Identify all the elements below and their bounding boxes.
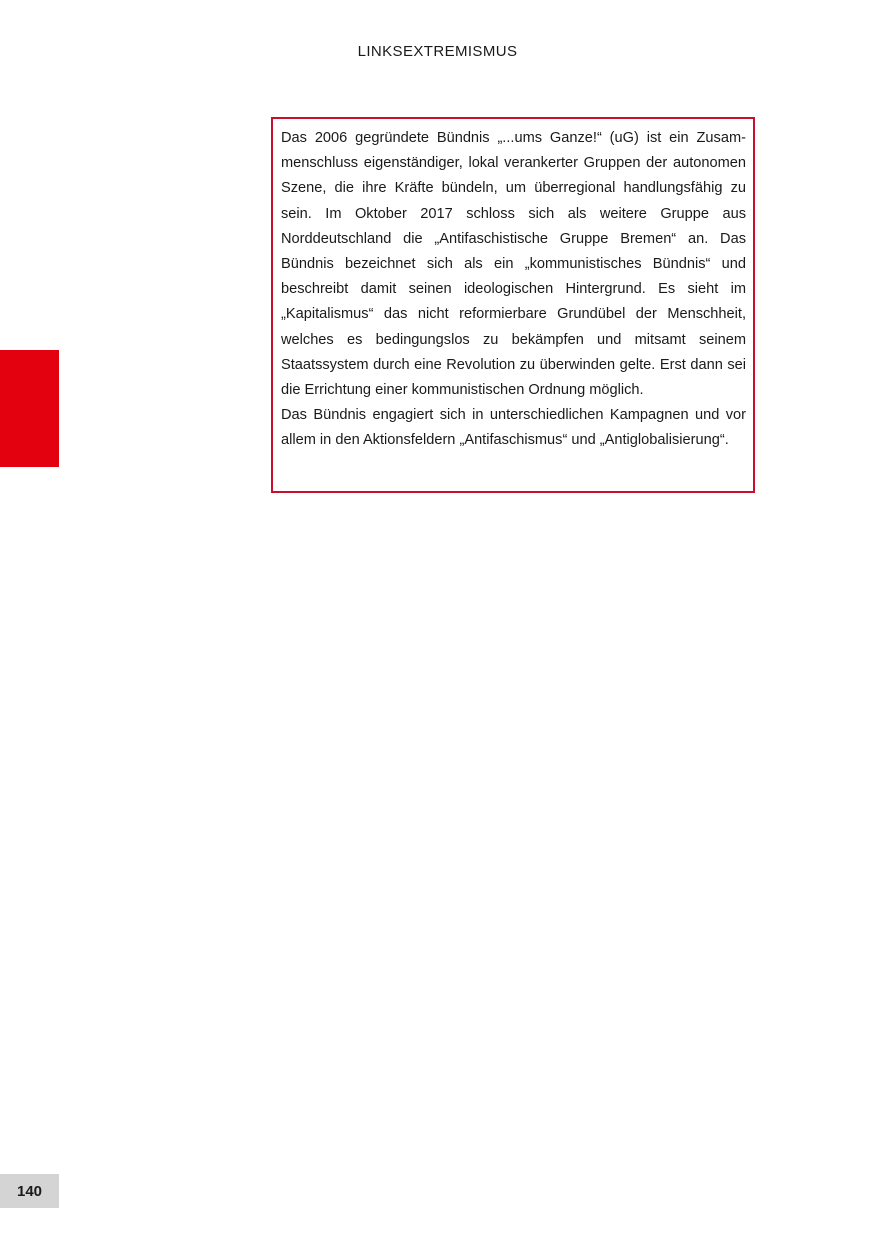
info-box <box>271 117 755 493</box>
chapter-tab-marker <box>0 350 59 467</box>
running-header: LINKSEXTREMISMUS <box>357 43 518 60</box>
info-box-paragraph-1: Das 2006 gegründete Bündnis „...ums Ganze!“ (uG) ist ein Zusammenschluss eigenständiger, lokal verankerter Gruppen der autonomen Szene, die ihre Kräfte bündeln, um überregional handlungsfähig zu sein. Im Oktober 2017 schloss sich als weitere Gruppe aus Norddeutschland die „Antifaschistische Gruppe Bremen“ an. Das Bündnis bezeichnet sich als ein „kommunistisches Bündnis“ und beschreibt damit seinen ideologischen Hintergrund. Es sieht im „Kapitalismus“ das nicht reformierbare Grundübel der Menschheit, welches es bedingungslos zu bekämpfen und mitsamt seinem Staatssystem durch eine Revolution zu überwinden gelte. Erst dann sei die Errichtung einer kommunistischen Ordnung möglich. <box>281 130 746 399</box>
info-box-paragraph-2: Das Bündnis engagiert sich in unterschiedlichen Kampagnen und vor allem in den Aktionsfeldern „Antifaschismus“ und „Antiglobalisierung“. <box>281 407 746 449</box>
page-number: 140 <box>0 1174 59 1208</box>
